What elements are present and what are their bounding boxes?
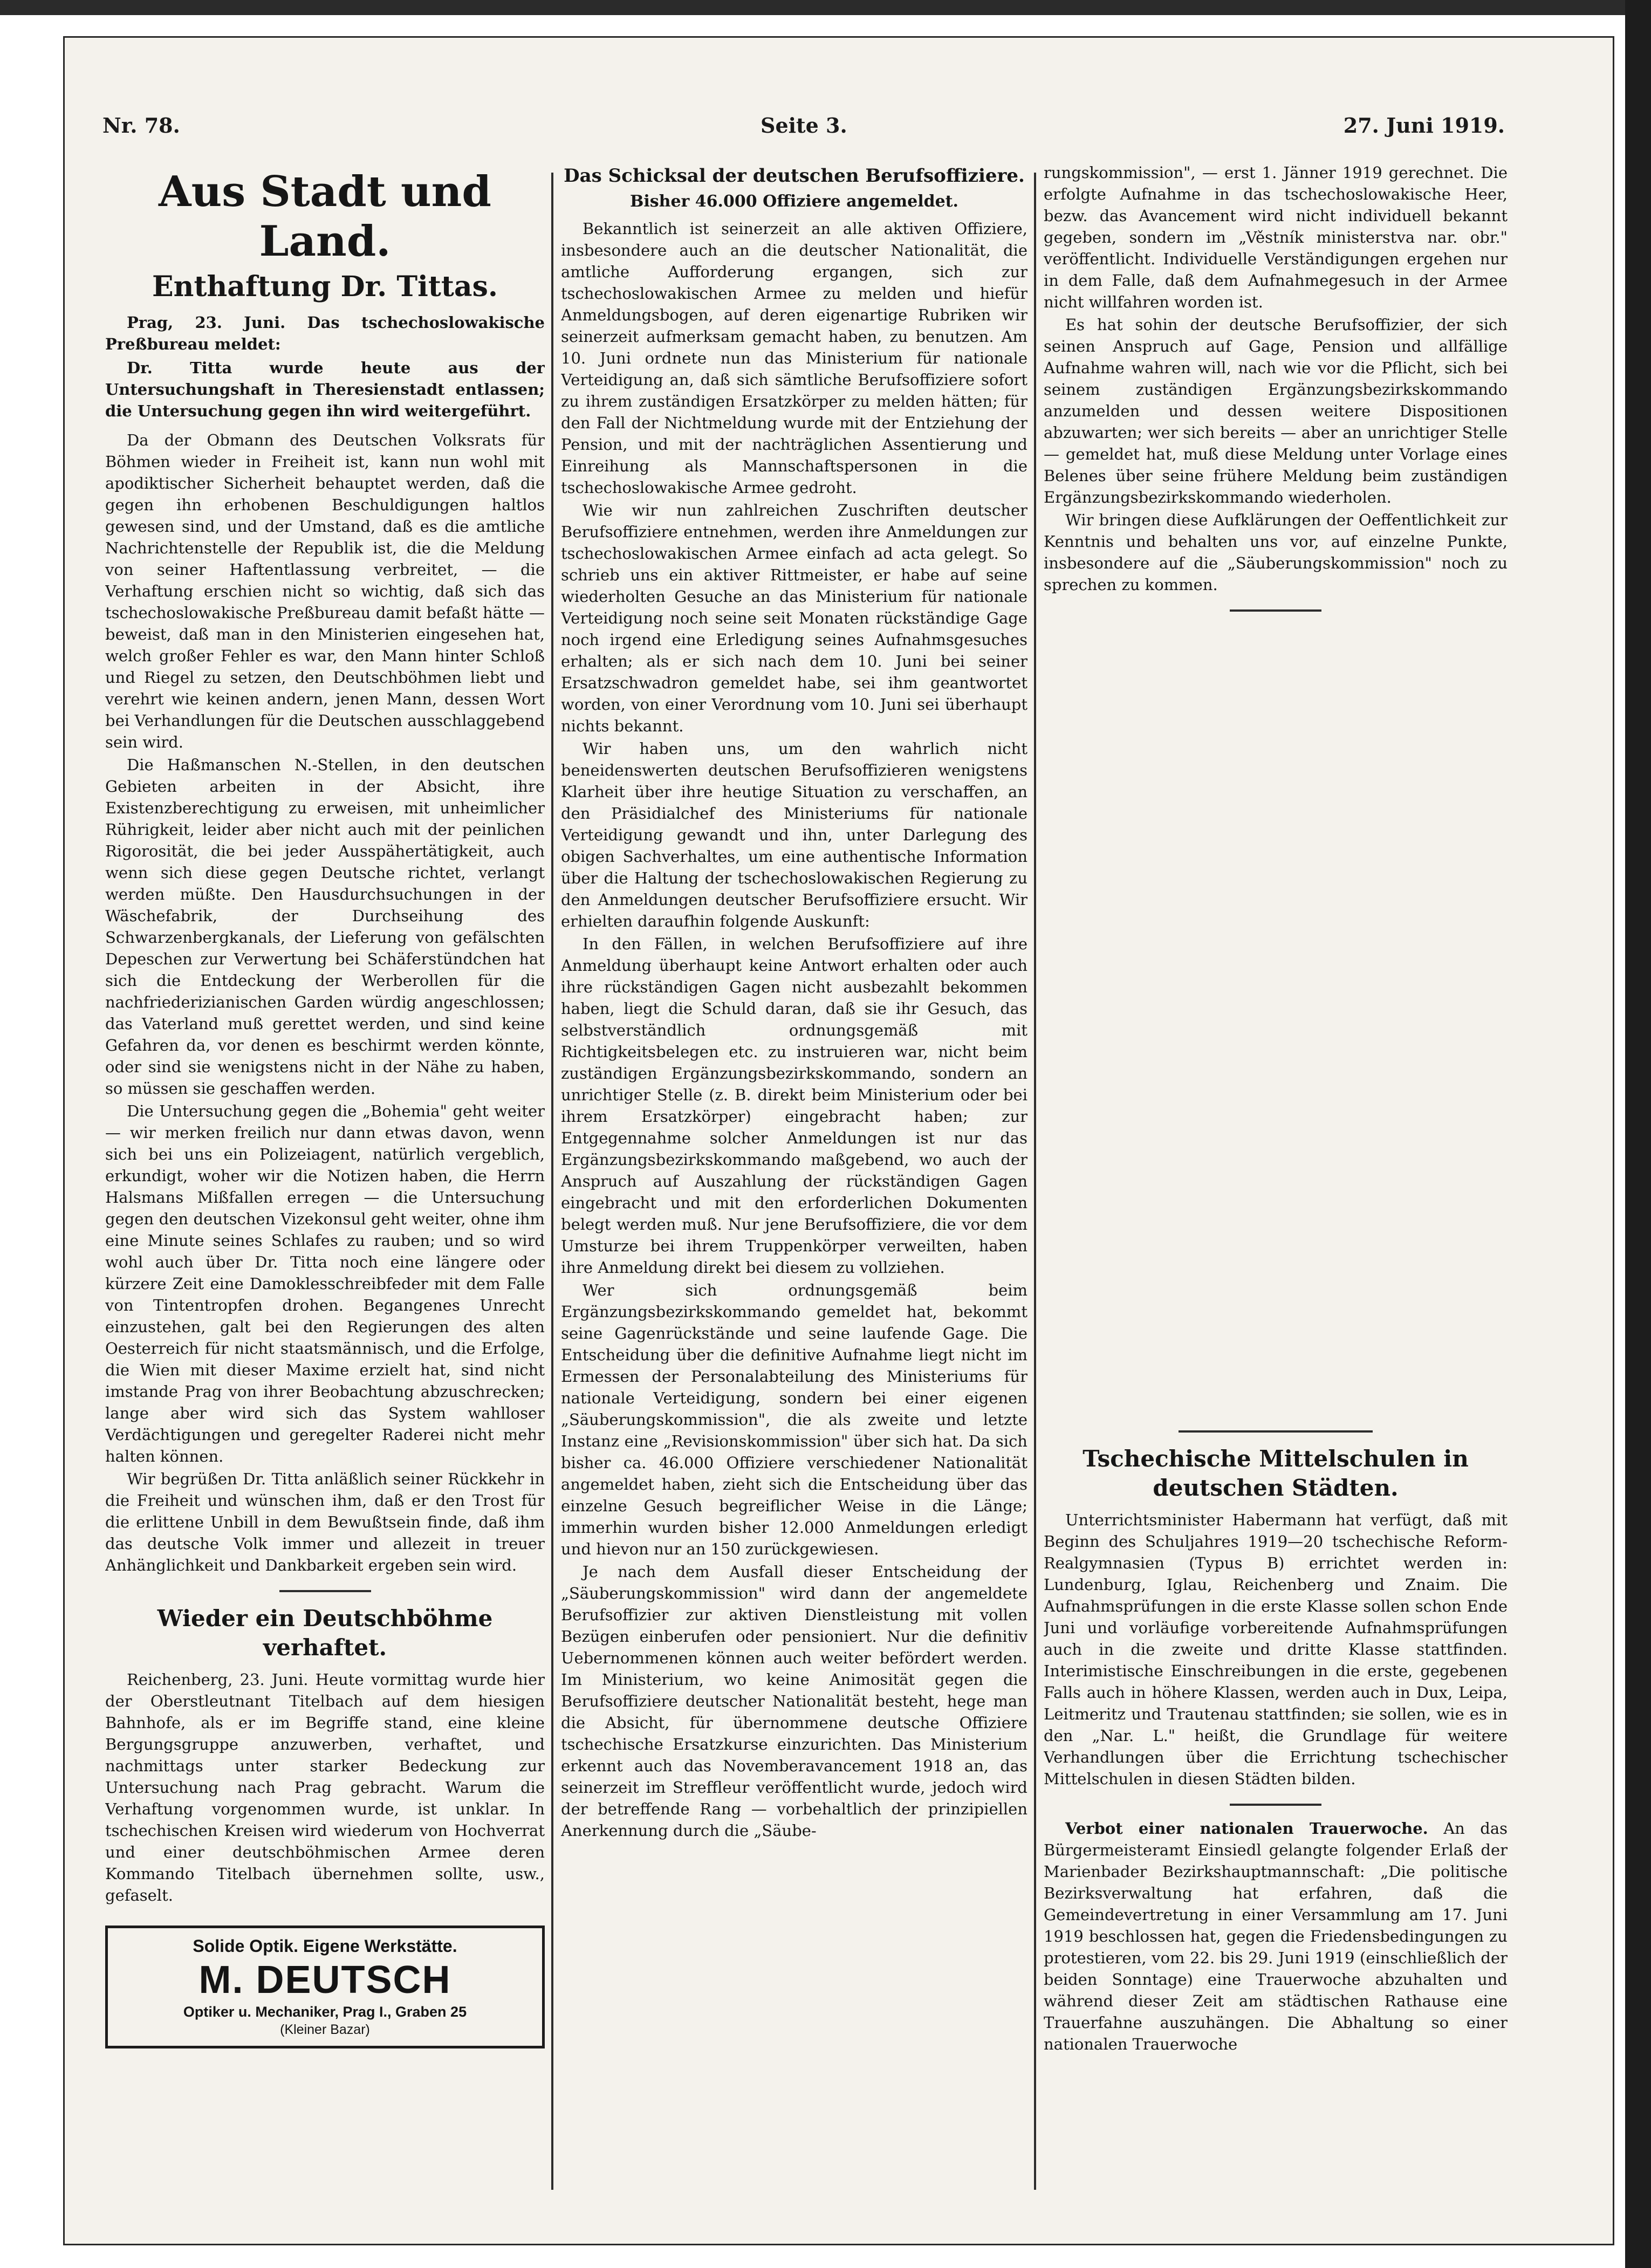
article-paragraph: Unterrichtsminister Habermann hat verfügt, daß mit Beginn des Schuljahres 1919—20 tschechische Reform-Realgymnasien (Typus B) errichtet werden in: Lundenburg, Iglau, Reichenberg und Znaim. Die Aufnahmsprüfungen in die erste Klasse sollen schon Ende Juni und vorläufige vorbereitende Aufnahmsprüfungen auch in die zweite und dritte Klasse stattfinden. Interimistische Einschreibungen in die erste, gegebenen Falls auch in höhere Klassen, werden auch in Dux, Leipa, Leitmeritz und Trautenau stattfinden; sie sollen, wie es in den „Nar. L." heißt, die Grundlage für weitere Verhandlungen über die Errichtung tschechischer Mittelschulen in diesen Städten bilden.: [1044, 1511, 1508, 1788]
article-paragraph: Je nach dem Ausfall dieser Entscheidung der „Säuberungskommission" wird dann der angemeldete Berufsoffizier zur aktiven Dienstleistung mit vollen Bezügen einberufen oder pensioniert. Nur die definitiv Uebernommenen können auch weiter befördert werden. Im Ministerium, wo keine Animosität gegen die Berufsoffiziere deutscher Nationalität besteht, hege man die Absicht, für übernommene deutsche Offiziere tschechische Ersatzkurse einzurichten. Das Ministerium erkennt auch das Novemberavancement 1918 an, das seinerzeit im Streffleur veröffentlicht wurde, jedoch wird der betreffende Rang — vorbehaltlich der prinzipiellen Anerkennung durch die „Säube-: [561, 1563, 1027, 1840]
article-paragraph: Es hat sohin der deutsche Berufsoffizier, der sich seinen Anspruch auf Gage, Pension und allfällige Aufnahme wahren will, nach wie vor die Pflicht, sich bei seinem zuständigen Ergänzungsbezirkskommando anzumelden und dessen weitere Dispositionen abzuwarten; wer sich bereits — aber an unrichtiger Stelle — gemeldet hat, muß diese Meldung unter Vorlage eines Belenes über seine frühere Meldung beim zuständigen Ergänzungsbezirkskommando wiederholen.: [1044, 316, 1508, 506]
article-divider: [1230, 609, 1321, 612]
column-rule-2: [1034, 173, 1036, 2190]
article-paragraph: In den Fällen, in welchen Berufsoffiziere auf ihre Anmeldung überhaupt keine Antwort erhalten oder auch ihre rückständigen Gagen nicht ausbezahlt bekommen haben, liegt die Schuld daran, daß sie ihr Gesuch, das selbstverständlich ordnungsgemäß mit Richtigkeitsbelegen etc. zu instruieren war, nicht beim zuständigen Ergänzungsbezirkskommando, sondern an unrichtiger Stelle (z. B. direkt beim Ministerium oder bei ihrem Ersatzkörper) eingebracht haben; zur Entgegennahme solcher Anmeldungen ist nur das Ergänzungsbezirkskommando maßgebend, wo auch der Anspruch auf Auszahlung der rückständigen Gagen eingebracht und mit den erforderlichen Dokumenten belegt werden muß. Nur jene Berufsoffiziere, die vor dem Umsturze bei ihrem Truppenkörper verweilten, haben ihre Anmeldung direkt bei diesem zu vollziehen.: [561, 935, 1027, 1277]
scan-border-top: [0, 0, 1651, 15]
article-paragraph: Da der Obmann des Deutschen Volksrats für Böhmen wieder in Freiheit ist, kann nun wohl mit apodiktischer Sicherheit behauptet werden, daß die gegen ihn erhobenen Beschuldigungen haltlos gewesen sind, und der Umstand, daß es die amtliche Nachrichtenstelle der Republik ist, die die Meldung von seiner Haftentlassung verbreitet, — die Verhaftung erschien nicht so wichtig, daß sich das tschechoslowakische Preßbureau damit befaßt hätte — beweist, daß man in den Ministerien eingesehen hat, welch großer Fehler es war, den Mann hinter Schloß und Riegel zu setzen, den Deutschböhmen liebt und verehrt wie keinen andern, jenen Mann, dessen Wort bei Verhandlungen für die Deutschen ausschlaggebend sein wird.: [105, 431, 545, 751]
section-title: Aus Stadt und Land.: [159, 167, 491, 266]
release-notice: Dr. Titta wurde heute aus der Untersuchungshaft in Theresienstadt entlassen; die Untersuchung gegen ihn wird weitergeführt.: [105, 359, 545, 420]
issue-date: 27. Juni 1919.: [1343, 113, 1505, 138]
article-divider: [279, 1590, 371, 1592]
running-head: [102, 113, 1505, 146]
article-paragraph: rungskommission", — erst 1. Jänner 1919 gerechnet. Die erfolgte Aufnahme in das tschechoslowakische Heer, bezw. das Avancement wird nicht individuell bekannt gegeben, sondern im „Věstník ministerstva nar. obr." veröffentlicht. Individuelle Verständigungen ergehen nur in dem Falle, daß dem Aufnahmegesuch in der Armee nicht willfahren worden ist.: [1044, 163, 1508, 311]
article-divider: [1230, 1804, 1321, 1806]
article-paragraph: Wir begrüßen Dr. Titta anläßlich seiner Rückkehr in die Freiheit und wünschen ihm, daß er den Trost für die erlittene Unbill in dem Bewußtsein finde, daß ihm das deutsche Volk immer und allezeit in treuer Anhänglichkeit und Dankbarkeit ergeben sein wird.: [105, 1470, 545, 1574]
ad-slogan: Solide Optik. Eigene Werkstätte.: [193, 1936, 457, 1956]
article-title-officers: Das Schicksal der deutschen Berufsoffiziere.: [564, 165, 1025, 187]
article-paragraph: Wer sich ordnungsgemäß beim Ergänzungsbezirkskommando gemeldet hat, bekommt seine Gagenrückstände und seine laufende Gage. Die Entscheidung über die definitive Aufnahme liegt nicht im Ermessen der Personalabteilung des Ministeriums für nationale Verteidigung, sondern bei einer eigenen „Säuberungskommission", die als zweite und letzte Instanz eine „Revisionskommission" über sich hat. Da sich bisher ca. 46.000 Offiziere verschiedener Nationalität angemeldet haben, zieht sich die Entscheidung über das einzelne Gesuch begreiflicher Weise in die Länge; immerhin wurden bisher 12.000 Anmeldungen erledigt und hievon nur an 150 zurückgewiesen.: [561, 1281, 1027, 1558]
article-paragraph: Die Untersuchung gegen die „Bohemia" geht weiter — wir merken freilich nur dann etwas davon, wenn sich bei uns ein Polizeiagent, natürlich vergeblich, erkundigt, woher wir die Notizen haben, die Herrn Halsmans Mißfallen erregen — die Untersuchung gegen den deutschen Vizekonsul geht weiter, ohne ihm eine Minute seines Schlafes zu rauben; und so wird wohl auch über Dr. Titta noch eine längere oder kürzere Zeit eine Damoklesschreibfeder mit dem Falle von Tintentropfen drohen. Begangenes Unrecht einzustehen, galt bei den Regierungen des alten Oesterreich für nicht staatsmännisch, und die Erfolge, die Wien mit dieser Maxime erzielt hat, sind nicht imstande Prag von ihrer Beobachtung abzuschrecken; lange aber wird sich das System wahlloser Verdächtigungen und geregelter Raderei nicht mehr halten können.: [105, 1102, 545, 1465]
article-title-schools: Tschechische Mittelschulen in deutschen Städten.: [1083, 1445, 1469, 1501]
run-in-heading: Verbot einer nationalen Trauerwoche.: [1065, 1819, 1428, 1838]
column-1: [105, 162, 545, 2201]
column-3: [1044, 162, 1508, 2201]
article-paragraph-trauerwoche: [1044, 1818, 1508, 2055]
column-rule-1: [551, 173, 553, 2190]
article-subtitle: Bisher 46.000 Offiziere angemeldet.: [630, 192, 958, 211]
advertisement-optician: [105, 1926, 545, 2048]
ad-company-name: M. DEUTSCH: [198, 1958, 451, 2002]
column-2: [561, 162, 1027, 2201]
issue-number: Nr. 78.: [102, 113, 180, 138]
dateline: Prag, 23. Juni. Das tschechoslowakische Preßbureau meldet:: [105, 313, 545, 353]
ad-address: Optiker u. Mechaniker, Prag I., Graben 25: [183, 2004, 467, 2020]
article-paragraph: Wie wir nun zahlreichen Zuschriften deutscher Berufsoffiziere entnehmen, werden ihre Anmeldungen zur tschechoslowakischen Armee einfach ad acta gelegt. So schrieb uns ein aktiver Rittmeister, er habe auf seine wiederholten Gesuche an das Ministerium für nationale Verteidigung noch seine seit Monaten rückständige Gage noch irgend eine Erledigung seines Aufnahmsgesuches erhalten; als er sich nach dem 10. Juni bei seiner Ersatzschwadron gemeldet habe, sei ihm geantwortet worden, von einer Verordnung vom 10. Juni sei überhaupt nichts bekannt.: [561, 501, 1027, 735]
article-title-titta: Enthaftung Dr. Tittas.: [152, 270, 498, 303]
article-paragraph: Die Haßmanschen N.-Stellen, in den deutschen Gebieten arbeiten in der Absicht, ihre Existenzberechtigung zu erweisen, mit unheimlicher Rührigkeit, leider aber nicht auch mit der peinlichen Rigorosität, die bei jeder Ausspähertätigkeit, auch wenn sich diese gegen Deutsche richtet, verlangt werden müßte. Den Hausdurchsuchungen in der Wäschefabrik, der Durchseihung des Schwarzenbergkanals, der Lieferung von gefälschten Depeschen zur Verwertung bei Schäferstündchen hat sich die Entdeckung der Werberollen für die nachfriederizianischen Garden würdig angeschlossen; das Vaterland muß gerettet werden, und sind keine Gefahren da, vor denen es beschirmt werden könnte, oder sind sie wenigstens nicht in der Nähe zu haben, so müssen sie geschaffen werden.: [105, 756, 545, 1098]
ad-location-note: (Kleiner Bazar): [280, 2022, 370, 2037]
page-number: Seite 3.: [761, 113, 847, 138]
article-paragraph: Wir haben uns, um den wahrlich nicht beneidenswerten deutschen Berufsoffizieren wenigstens Klarheit über ihre heutige Situation zu verschaffen, an den Präsidialchef des Ministeriums für nationale Verteidigung gewandt und ihn, unter Darlegung des obigen Sachverhaltes, um eine authentische Information über die Haltung der tschechoslowakischen Regierung zu den Anmeldungen deutscher Berufsoffiziere ersucht. Wir erhielten daraufhin folgende Auskunft:: [561, 739, 1027, 930]
article-title-arrest: Wieder ein Deutschböhme verhaftet.: [157, 1605, 493, 1661]
article-paragraph: Reichenberg, 23. Juni. Heute vormittag wurde hier der Oberstleutnant Titelbach auf dem hiesigen Bahnhofe, als er im Begriffe stand, eine kleine Bergungsgruppe anzuwerben, verhaftet, und nachmittags unter starker Bedeckung zur Untersuchung nach Prag gebracht. Warum die Verhaftung vorgenommen wurde, ist unklar. In tschechischen Kreisen wird wiederum von Hochverrat und einer deutschböhmischen Armee deren Kommando Titelbach übernehmen sollte, usw., gefaselt.: [105, 1670, 545, 1904]
scan-border-right: [1625, 0, 1651, 2268]
article-divider: [1179, 1430, 1373, 1433]
article-paragraph: Wir bringen diese Aufklärungen der Oeffentlichkeit zur Kenntnis und behalten uns vor, auf einzelne Punkte, insbesondere auf die „Säuberungskommission" noch zu sprechen zu kommen.: [1044, 511, 1508, 594]
article-paragraph: Bekanntlich ist seinerzeit an alle aktiven Offiziere, insbesondere auch an die deutscher Nationalität, die amtliche Aufforderung ergangen, sich zur tschechoslowakischen Armee zu melden und hiefür Anmeldungsbogen, auf deren eigenartige Rubriken wir seinerzeit aufmerksam gemacht haben, zu benutzen. Am 10. Juni ordnete nun das Ministerium für nationale Verteidigung an, daß sich sämtliche Berufsoffiziere sofort zu ihrem zuständigen Ersatzkörper zu melden hätten; für den Fall der Nichtmeldung wurde mit der Entziehung der Pension, und mit der nachträglichen Assentierung und Einreihung als Mannschaftspersonen in die tschechoslowakische Armee gedroht.: [561, 220, 1027, 497]
blank-space: [1044, 623, 1508, 1416]
article-text: An das Bürgermeisteramt Einsiedl gelangte folgender Erlaß der Marienbader Bezirkshauptmannschaft: „Die politische Bezirksverwaltung hat erfahren, daß die Gemeindevertretung in einer Versammlung am 17. Juni 1919 beschlossen hat, gegen die Friedensbedingungen zu protestieren, vom 22. bis 29. Juni 1919 (einschließlich der beiden Sonntage) eine Trauerwoche abzuhalten und während dieser Zeit am städtischen Rathause eine Trauerfahne auszuhängen. Die Abhaltung so einer nationalen Trauerwoche: [1044, 1819, 1508, 2053]
